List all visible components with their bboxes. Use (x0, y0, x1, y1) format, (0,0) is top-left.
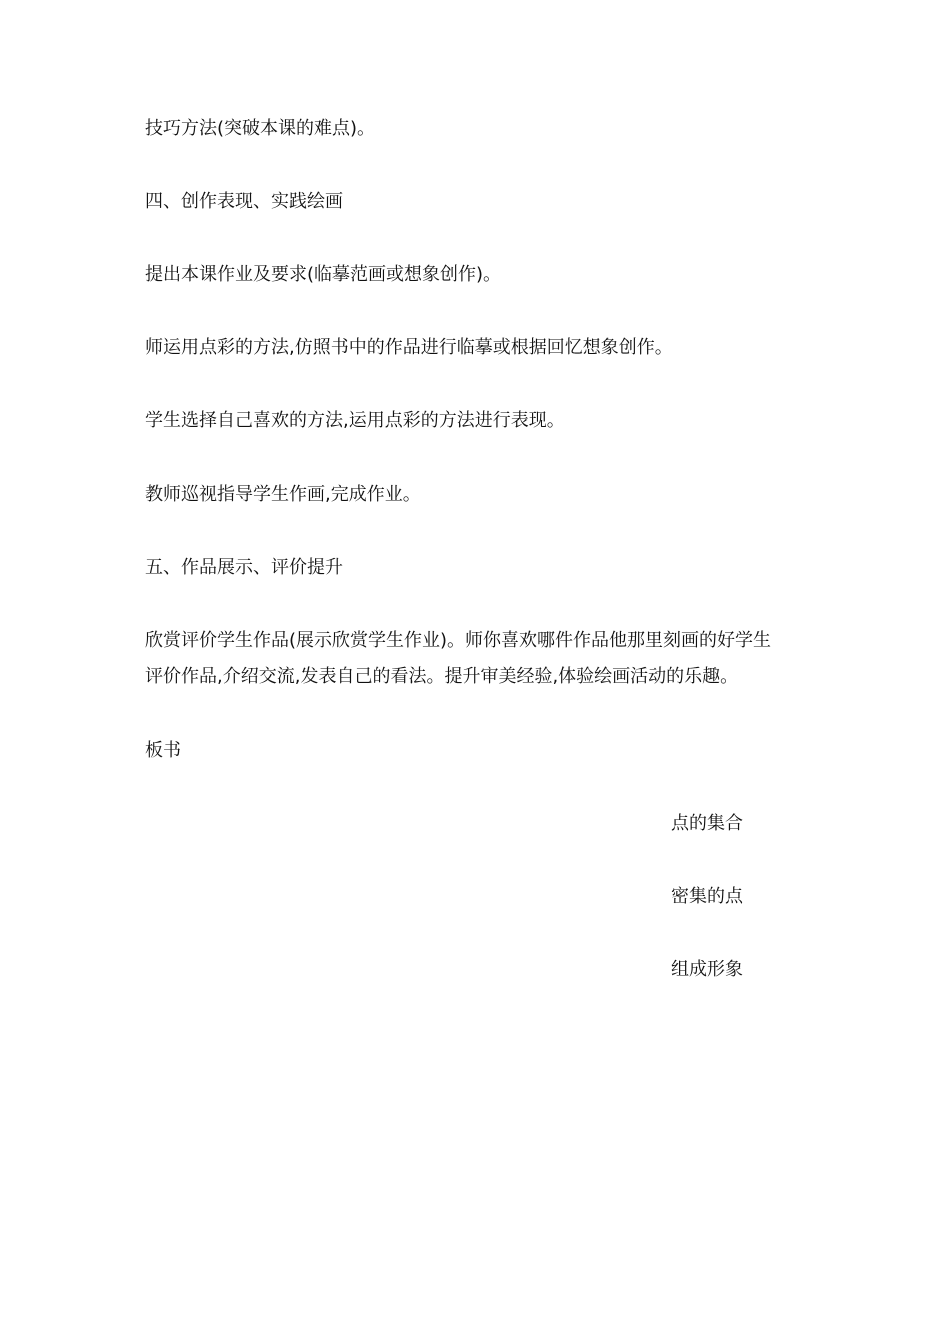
board-note-3: 组成形象 (671, 959, 743, 980)
paragraph-student-choice: 学生选择自己喜欢的方法,运用点彩的方法进行表现。 (145, 410, 565, 431)
paragraph-technique: 技巧方法(突破本课的难点)。 (145, 118, 376, 139)
paragraph-teacher-guidance: 教师巡视指导学生作画,完成作业。 (145, 484, 421, 505)
board-note-1: 点的集合 (671, 813, 743, 834)
paragraph-appreciation-line2: 评价作品,介绍交流,发表自己的看法。提升审美经验,体验绘画活动的乐趣。 (145, 666, 739, 687)
paragraph-appreciation-line1: 欣赏评价学生作品(展示欣赏学生作业)。师你喜欢哪件作品他那里刻画的好学生 (145, 630, 772, 651)
board-heading: 板书 (145, 740, 181, 761)
board-note-2: 密集的点 (671, 886, 743, 907)
paragraph-assignment: 提出本课作业及要求(临摹范画或想象创作)。 (145, 264, 502, 285)
paragraph-teacher-demo: 师运用点彩的方法,仿照书中的作品进行临摹或根据回忆想象创作。 (145, 337, 673, 358)
section-heading-4: 四、创作表现、实践绘画 (145, 191, 343, 212)
section-heading-5: 五、作品展示、评价提升 (145, 557, 343, 578)
